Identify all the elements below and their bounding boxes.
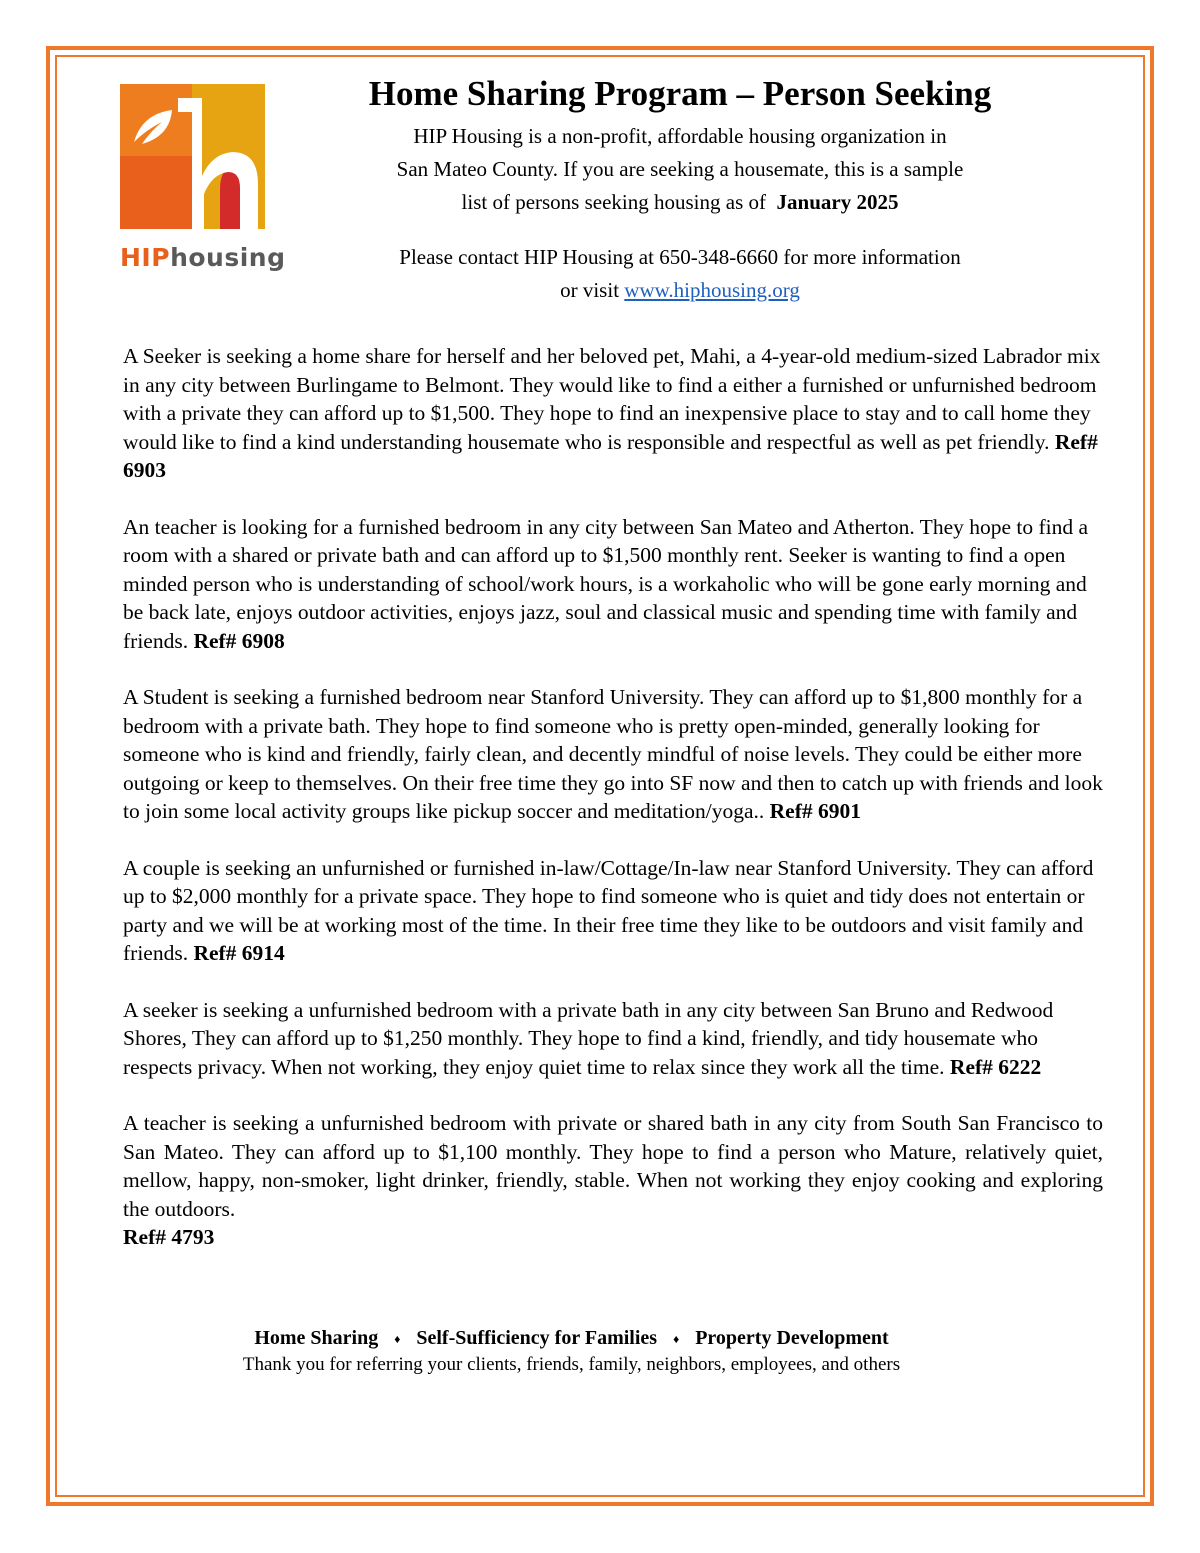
listing-item bbox=[123, 513, 1103, 656]
thank-you-note: Thank you for referring your clients, friends, family, neighbors, employees, and others bbox=[242, 1354, 901, 1376]
listing-ref: Ref# 6903 bbox=[123, 429, 1098, 482]
intro-line-2: San Mateo County. If you are seeking a housemate, this is a sample bbox=[396, 157, 964, 181]
listing-ref: Ref# 6908 bbox=[193, 628, 285, 653]
contact-line-1: Please contact HIP Housing at 650-348-6660 for more information bbox=[399, 245, 961, 269]
listing-item bbox=[123, 996, 1103, 1082]
listings bbox=[123, 342, 1103, 1280]
diamond-separator-icon: ♦ bbox=[394, 1332, 401, 1347]
listing-text: A Seeker is seeking a home share for herself and her beloved pet, Mahi, a 4-year-old medium-sized Labrador mix in any city between Burlingame to Belmont. They would like to find a either a furnished or unfurnished bedroom with a private they can afford up to $1,500. They hope to find an inexpensive place to stay and to call home they would like to find a kind understanding housemate who is responsible and respectful as well as pet friendly. bbox=[123, 344, 1101, 454]
intro-line-3-text: list of persons seeking housing as of bbox=[461, 190, 767, 214]
listing-text: A seeker is seeking a unfurnished bedroom with a private bath in any city between San Bruno and Redwood Shores, They can afford up to $1,250 monthly. They hope to find a kind, friendly, and tidy housemate who respects privacy. When not working, they enjoy quiet time to relax since they work all the time. bbox=[123, 997, 1054, 1079]
diamond-separator-icon: ♦ bbox=[673, 1332, 680, 1347]
program-self-sufficiency: Self-Sufficiency for Families bbox=[416, 1327, 658, 1349]
listing-ref: Ref# 6914 bbox=[193, 941, 285, 965]
listing-text: An teacher is looking for a furnished bedroom in any city between San Mateo and Atherton. They hope to find a room with a shared or private bath and can afford up to $1,500 monthly rent. Seeker is wanting to find a open minded person who is understanding of school/work hours, is a workaholic who will be gone early morning and be back late, enjoys outdoor activities, enjoys jazz, soul and classical music and spending time with family and friends. bbox=[123, 514, 1089, 653]
program-property-development: Property Development bbox=[695, 1327, 889, 1349]
hip-housing-logo bbox=[120, 84, 265, 229]
intro-date: January 2025 bbox=[776, 190, 899, 214]
contact-info bbox=[320, 241, 1040, 307]
contact-prefix: or visit bbox=[560, 278, 620, 302]
page-title: Home Sharing Program – Person Seeking bbox=[368, 74, 992, 113]
program-list bbox=[120, 1325, 1023, 1352]
listing-ref: Ref# 6222 bbox=[949, 1054, 1042, 1079]
listing-text: A couple is seeking an unfurnished or furnished in-law/Cottage/In-law near Stanford University. They can afford up to $2,000 monthly for a private space. They hope to find someone who is quiet and tidy does not entertain or party and we will be at working most of the time. In their free time they like to be outdoors and visit family and friends. bbox=[123, 855, 1094, 965]
program-home-sharing: Home Sharing bbox=[254, 1327, 379, 1349]
logo-text-hip: HIP bbox=[120, 243, 171, 272]
listing-ref: Ref# 6901 bbox=[769, 799, 861, 823]
contact-line-2 bbox=[320, 274, 1040, 307]
listing-item bbox=[123, 1109, 1103, 1252]
listing-item bbox=[123, 683, 1103, 826]
logo-text-housing: housing bbox=[170, 243, 286, 272]
listing-item bbox=[123, 342, 1103, 485]
listing-text: A Student is seeking a furnished bedroom near Stanford University. They can afford up to $1,800 monthly for a bedroom with a private bath. They hope to find someone who is pretty open-minded, generally looking for someone who is kind and friendly, fairly clean, and decently mindful of noise levels. They could be either more outgoing or keep to themselves. On their free time they go into SF now and then to catch up with friends and look to join some local activity groups like pickup soccer and meditation/yoga.. bbox=[123, 685, 1103, 823]
header bbox=[320, 72, 1040, 307]
intro-text bbox=[320, 120, 1040, 219]
intro-line-1: HIP Housing is a non-profit, affordable housing organization in bbox=[413, 124, 947, 148]
listing-text: A teacher is seeking a unfurnished bedroom with private or shared bath in any city from South San Francisco to San Mateo. They can afford up to $1,100 monthly. They hope to find a person who Mature, relatively quiet, mellow, happy, non-smoker, light drinker, friendly, stable. When not working they enjoy cooking and exploring the outdoors. bbox=[123, 1111, 1103, 1221]
footer bbox=[120, 1325, 1023, 1378]
logo-wordmark bbox=[120, 243, 285, 272]
listing-item bbox=[123, 854, 1103, 968]
website-link[interactable]: www.hiphousing.org bbox=[624, 278, 800, 302]
intro-line-3 bbox=[320, 186, 1040, 219]
listing-ref: Ref# 4793 bbox=[123, 1225, 215, 1249]
